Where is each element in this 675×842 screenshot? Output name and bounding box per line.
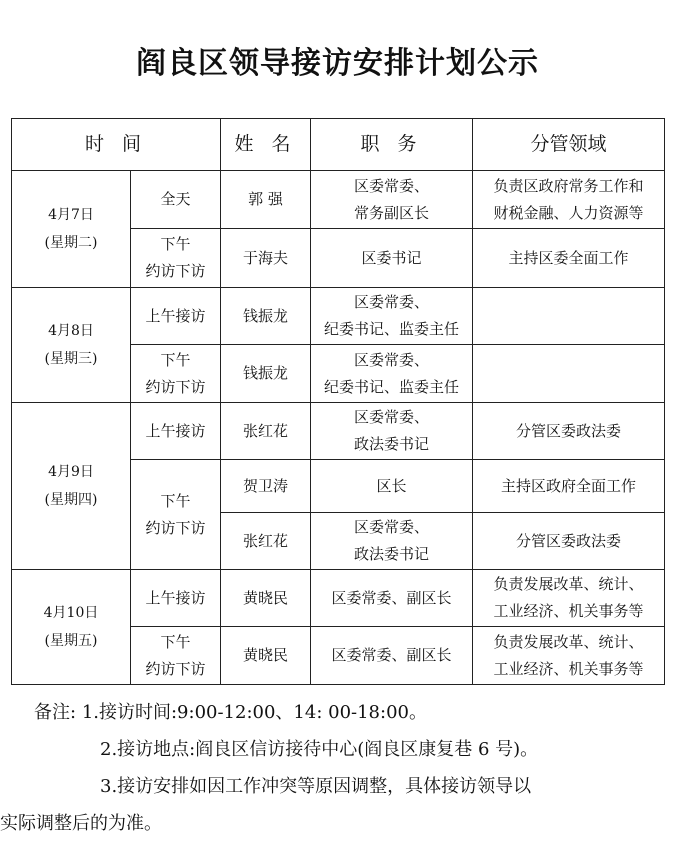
scope-cell: 负责区政府常务工作和 财税金融、人力资源等 — [473, 171, 665, 229]
name-cell: 郭 强 — [221, 171, 311, 229]
name-cell: 贺卫涛 — [221, 460, 311, 513]
period-cell: 全天 — [131, 171, 221, 229]
name-cell: 钱振龙 — [221, 288, 311, 345]
position-cell: 区委常委、 纪委书记、监委主任 — [311, 288, 473, 345]
scope-cell — [473, 345, 665, 403]
position-cell: 区长 — [311, 460, 473, 513]
date-label: 4月9日 — [48, 464, 94, 480]
note-item-2: 2.接访地点:阎良区信访接待中心(阎良区康复巷 6 号)。 — [100, 739, 539, 760]
note-item-3-continued: 实际调整后的为准。 — [0, 813, 162, 834]
header-name: 姓 名 — [221, 119, 311, 171]
scope-cell — [473, 288, 665, 345]
scope-cell: 主持区政府全面工作 — [473, 460, 665, 513]
table-row — [12, 171, 665, 229]
name-cell: 张红花 — [221, 513, 311, 570]
period-cell: 下午 约访下访 — [131, 627, 221, 685]
position-cell: 区委常委、副区长 — [311, 570, 473, 627]
scope-cell: 主持区委全面工作 — [473, 229, 665, 288]
header-scope: 分管领域 — [473, 119, 665, 171]
position-cell: 区委常委、副区长 — [311, 627, 473, 685]
scope-cell: 分管区委政法委 — [473, 403, 665, 460]
date-label: 4月8日 — [48, 323, 94, 339]
date-cell — [12, 288, 131, 403]
date-cell — [12, 570, 131, 685]
period-cell: 下午 约访下访 — [131, 460, 221, 570]
note-item-3: 3.接访安排如因工作冲突等原因调整，具体接访领导以 — [100, 776, 532, 797]
period-cell: 上午接访 — [131, 570, 221, 627]
period-cell: 下午 约访下访 — [131, 229, 221, 288]
name-cell: 于海夫 — [221, 229, 311, 288]
table-row — [12, 403, 665, 460]
notes-label: 备注: — [34, 702, 77, 723]
date-cell — [12, 171, 131, 288]
page-title: 阎良区领导接访安排计划公示 — [136, 46, 539, 81]
position-cell: 区委书记 — [311, 229, 473, 288]
header-position: 职 务 — [311, 119, 473, 171]
date-label: 4月7日 — [48, 207, 94, 223]
weekday-label: (星期二) — [44, 235, 98, 251]
position-cell: 区委常委、 纪委书记、监委主任 — [311, 345, 473, 403]
weekday-label: (星期四) — [44, 492, 98, 508]
name-cell: 黄晓民 — [221, 627, 311, 685]
table-row — [12, 288, 665, 345]
weekday-label: (星期五) — [44, 633, 98, 649]
table-row — [12, 570, 665, 627]
period-cell: 上午接访 — [131, 288, 221, 345]
note-item-1: 备注: 1.接访时间:9:00-12:00、14: 00-18:00。 — [34, 702, 427, 723]
position-cell: 区委常委、 政法委书记 — [311, 513, 473, 570]
scope-cell: 分管区委政法委 — [473, 513, 665, 570]
header-time: 时 间 — [12, 119, 221, 171]
weekday-label: (星期三) — [44, 351, 98, 367]
period-cell: 上午接访 — [131, 403, 221, 460]
position-cell: 区委常委、 常务副区长 — [311, 171, 473, 229]
notes-section — [0, 694, 654, 842]
name-cell: 张红花 — [221, 403, 311, 460]
period-cell: 下午 约访下访 — [131, 345, 221, 403]
scope-cell: 负责发展改革、统计、 工业经济、机关事务等 — [473, 627, 665, 685]
name-cell: 黄晓民 — [221, 570, 311, 627]
date-cell — [12, 403, 131, 570]
scope-cell: 负责发展改革、统计、 工业经济、机关事务等 — [473, 570, 665, 627]
schedule-table — [11, 118, 665, 685]
date-label: 4月10日 — [43, 605, 99, 621]
table-header-row — [12, 119, 665, 171]
name-cell: 钱振龙 — [221, 345, 311, 403]
position-cell: 区委常委、 政法委书记 — [311, 403, 473, 460]
